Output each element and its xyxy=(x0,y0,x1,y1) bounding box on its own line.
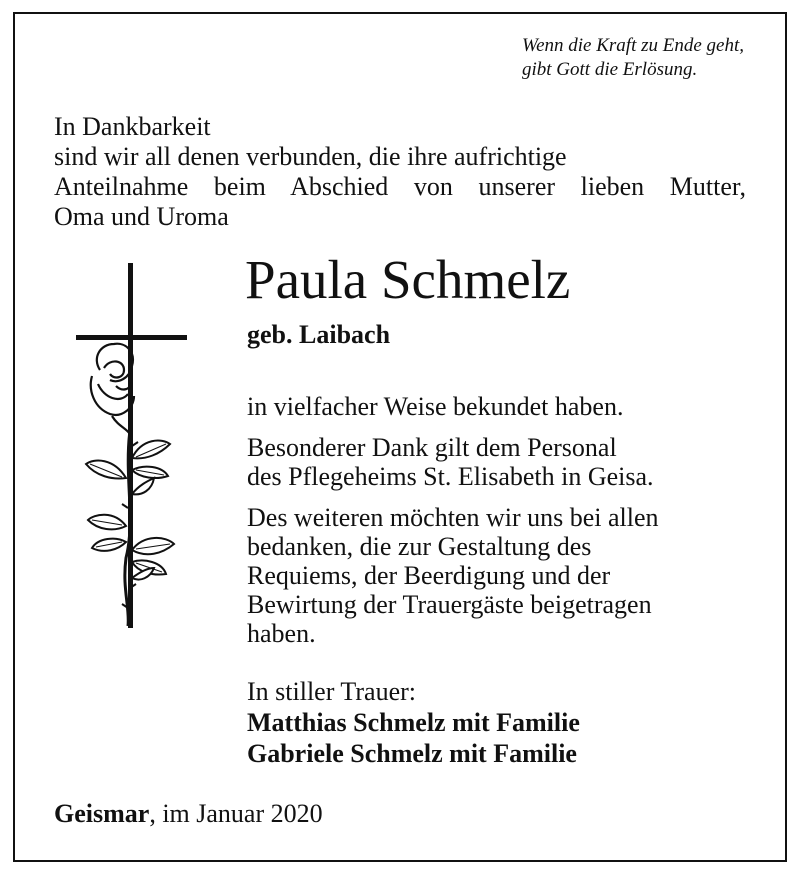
body-line: Besonderer Dank gilt dem Personal xyxy=(247,433,617,462)
cross-with-rose-icon xyxy=(70,258,190,633)
body-line: Des weiteren möchten wir uns bei allen xyxy=(247,503,659,532)
mourners xyxy=(247,676,580,769)
mourner-name: Matthias Schmelz mit Familie xyxy=(247,708,580,737)
intro-line: sind wir all denen verbunden, die ihre aufrichtige xyxy=(54,142,567,171)
intro-line: Anteilnahme beim Abschied von unserer lieben Mutter, xyxy=(54,172,746,201)
place-date xyxy=(54,799,323,829)
body-line: Bewirtung der Trauergäste beigetragen xyxy=(247,590,652,619)
intro-line: In Dankbarkeit xyxy=(54,112,211,141)
date: , im Januar 2020 xyxy=(149,799,323,828)
mourning-intro: In stiller Trauer: xyxy=(247,677,416,706)
motto-line: gibt Gott die Erlösung. xyxy=(522,59,698,80)
motto-line: Wenn die Kraft zu Ende geht, xyxy=(522,35,744,56)
body-line: bedanken, die zur Gestaltung des xyxy=(247,532,592,561)
mourner-name: Gabriele Schmelz mit Familie xyxy=(247,739,577,768)
deceased-name: Paula Schmelz xyxy=(245,249,571,310)
maiden-name: geb. Laibach xyxy=(247,320,391,349)
body-line: des Pflegeheims St. Elisabeth in Geisa. xyxy=(247,462,654,491)
intro-text xyxy=(54,112,746,232)
intro-line: Oma und Uroma xyxy=(54,202,229,231)
main-text xyxy=(247,392,659,648)
body-line: Requiems, der Beerdigung und der xyxy=(247,561,611,590)
place: Geismar xyxy=(54,799,150,828)
body-line: in vielfacher Weise bekundet haben. xyxy=(247,392,624,421)
body-line: haben. xyxy=(247,619,316,648)
motto xyxy=(522,34,744,82)
